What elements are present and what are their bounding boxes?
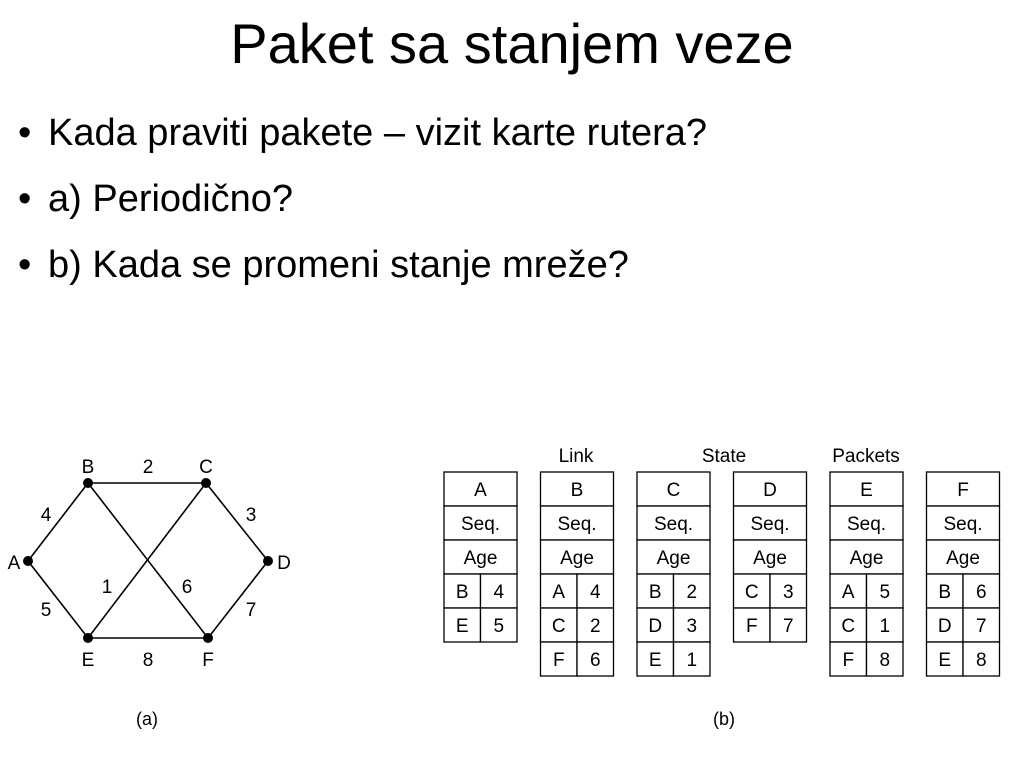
- cost-text: 7: [782, 616, 794, 637]
- router-node-e: [83, 633, 93, 643]
- packet-header-text: C: [666, 480, 681, 501]
- slide-title: Paket sa stanjem veze: [230, 12, 794, 75]
- packet-header-text: Seq.: [750, 514, 790, 535]
- bullet-text: Kada praviti pakete – vizit karte rutera?: [48, 112, 708, 154]
- packets-header-word: State: [701, 446, 747, 467]
- neighbor-text: D: [648, 616, 663, 637]
- cost-text: 3: [782, 582, 794, 603]
- bullet-dot: •: [18, 244, 32, 286]
- neighbor-text: B: [648, 582, 662, 603]
- cost-text: 1: [879, 616, 891, 637]
- edge-weight: 8: [142, 650, 154, 671]
- neighbor-text: E: [648, 650, 662, 671]
- neighbor-text: C: [551, 616, 566, 637]
- cost-text: 4: [493, 582, 505, 603]
- router-node-a: [23, 556, 33, 566]
- packet-c: [637, 472, 710, 676]
- neighbor-text: F: [552, 650, 565, 671]
- packet-b: [541, 472, 614, 676]
- packet-f: [927, 472, 1000, 676]
- bullet-item: [18, 100, 707, 166]
- edge-weight: 1: [101, 577, 113, 598]
- packet-tables: [444, 472, 1000, 676]
- packet-header-text: Age: [560, 548, 594, 569]
- cost-text: 4: [589, 582, 601, 603]
- neighbor-text: A: [841, 582, 855, 603]
- packets-header: [559, 446, 900, 467]
- router-label: C: [199, 457, 213, 478]
- edge-C-D: [206, 483, 268, 561]
- packet-header-text: D: [763, 480, 777, 501]
- cost-text: 8: [879, 650, 891, 671]
- bullet-text: b) Kada se promeni stanje mreže?: [48, 244, 629, 286]
- neighbor-text: F: [745, 616, 758, 637]
- packets-header-word: Packets: [832, 446, 900, 467]
- packet-d: [734, 472, 807, 642]
- packet-header-text: Seq.: [653, 514, 694, 535]
- bullet-dot: •: [18, 178, 32, 220]
- edge-weight: 7: [245, 600, 257, 621]
- cost-text: 5: [493, 616, 505, 637]
- packet-header-text: Seq.: [943, 514, 983, 535]
- edge-weight: 4: [40, 505, 52, 526]
- router-label: B: [81, 457, 95, 478]
- router-node-f: [203, 633, 213, 643]
- packet-header-text: Seq.: [557, 514, 597, 535]
- edge-A-E: [28, 561, 88, 638]
- neighbor-text: C: [744, 582, 759, 603]
- cost-text: 1: [686, 650, 698, 671]
- cost-text: 5: [879, 582, 891, 603]
- packet-a: [444, 472, 517, 642]
- neighbor-text: E: [938, 650, 952, 671]
- router-label: D: [277, 553, 291, 574]
- packet-header-text: Age: [656, 548, 691, 569]
- edge-weight: 2: [142, 457, 154, 478]
- router-label: A: [7, 553, 21, 574]
- neighbor-text: A: [552, 582, 566, 603]
- edge-A-B: [28, 483, 88, 561]
- packet-header-text: Age: [463, 548, 498, 569]
- packet-header-text: Seq.: [460, 514, 501, 535]
- edge-weight: 6: [181, 577, 193, 598]
- packets-caption: (b): [713, 709, 735, 729]
- cost-text: 6: [975, 582, 987, 603]
- edge-weight: 3: [245, 505, 257, 526]
- packet-e: [830, 472, 903, 676]
- link-state-packets: [436, 440, 1016, 740]
- packet-header-text: Age: [753, 548, 787, 569]
- packet-header-text: Age: [946, 548, 980, 569]
- neighbor-text: B: [938, 582, 952, 603]
- bullet-text: a) Periodično?: [48, 178, 294, 220]
- neighbor-text: F: [842, 650, 855, 671]
- cost-text: 3: [686, 616, 698, 637]
- cost-text: 7: [975, 616, 987, 637]
- edge-D-F: [208, 561, 268, 638]
- graph-nodes: [8, 457, 291, 671]
- cost-text: 8: [975, 650, 987, 671]
- neighbor-text: C: [841, 616, 856, 637]
- neighbor-text: D: [937, 616, 952, 637]
- router-label: F: [202, 650, 214, 671]
- network-graph: [0, 445, 300, 745]
- router-label: E: [81, 650, 95, 671]
- neighbor-text: B: [455, 582, 469, 603]
- graph-edges: [28, 457, 268, 671]
- bullet-item: [18, 232, 707, 298]
- router-node-b: [83, 478, 93, 488]
- packet-header-text: Age: [849, 548, 884, 569]
- cost-text: 2: [686, 582, 698, 603]
- neighbor-text: E: [455, 616, 469, 637]
- packet-header-text: F: [957, 480, 969, 501]
- packet-header-text: E: [860, 480, 873, 501]
- graph-caption: (a): [136, 709, 158, 729]
- packet-header-text: Seq.: [846, 514, 887, 535]
- packet-header-text: A: [474, 480, 487, 501]
- cost-text: 6: [589, 650, 601, 671]
- bullet-dot: •: [18, 112, 32, 154]
- packet-header-text: B: [570, 480, 584, 501]
- packets-header-word: Link: [558, 446, 594, 467]
- bullet-list: [18, 100, 707, 298]
- cost-text: 2: [589, 616, 601, 637]
- router-node-d: [263, 556, 273, 566]
- router-node-c: [201, 478, 211, 488]
- edge-weight: 5: [40, 600, 52, 621]
- bullet-item: [18, 166, 707, 232]
